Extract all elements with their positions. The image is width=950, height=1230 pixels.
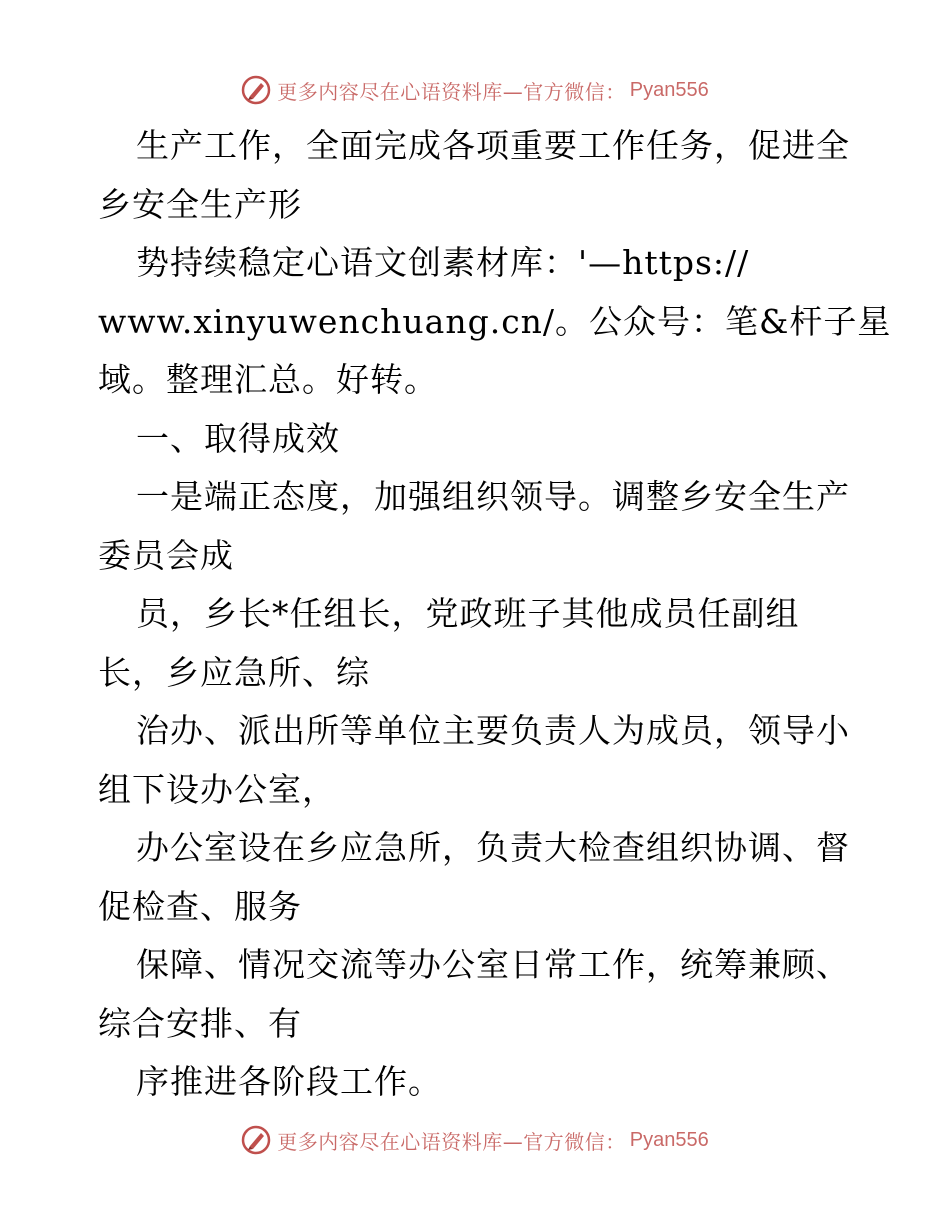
footer-watermark-banner (0, 1120, 950, 1160)
body-line: 域。整理汇总。好转。 (98, 360, 438, 399)
header-banner-text: 更多内容尽在心语资料库—官方微信： (277, 79, 626, 104)
body-line: 生产工作，全面完成各项重要工作任务，促进全 (136, 126, 850, 165)
body-line: 一是端正态度，加强组织领导。调整乡安全生产 (136, 477, 850, 516)
body-line: 长，乡应急所、综 (98, 652, 370, 692)
body-line: 势持续稳定心语文创素材库：'—https:// (136, 243, 750, 282)
document-body (98, 117, 892, 1112)
body-line: 组下设办公室， (98, 769, 336, 809)
body-line: 乡安全生产形 (98, 184, 302, 224)
body-line: 综合安排、有 (98, 1003, 302, 1043)
pen-logo-icon (241, 1125, 271, 1155)
header-watermark-banner (0, 70, 950, 110)
body-line: 委员会成 (98, 535, 234, 575)
body-line: www.xinyuwenchuang.cn/。公众号：笔&杆子星 (98, 301, 892, 341)
body-line: 促检查、服务 (98, 886, 302, 926)
pen-logo-icon (241, 75, 271, 105)
body-line: 序推进各阶段工作。 (136, 1062, 442, 1101)
body-line: 办公室设在乡应急所，负责大检查组织协调、督 (136, 828, 850, 867)
section-heading: 一、取得成效 (136, 418, 340, 458)
footer-banner-text: 更多内容尽在心语资料库—官方微信： (277, 1129, 626, 1154)
footer-banner-id: Pyan556 (629, 1128, 709, 1151)
body-line: 治办、派出所等单位主要负责人为成员，领导小 (136, 711, 850, 750)
header-banner-id: Pyan556 (629, 78, 709, 101)
body-line: 员，乡长*任组长，党政班子其他成员任副组 (136, 594, 800, 633)
body-line: 保障、情况交流等办公室日常工作，统筹兼顾、 (136, 945, 850, 984)
